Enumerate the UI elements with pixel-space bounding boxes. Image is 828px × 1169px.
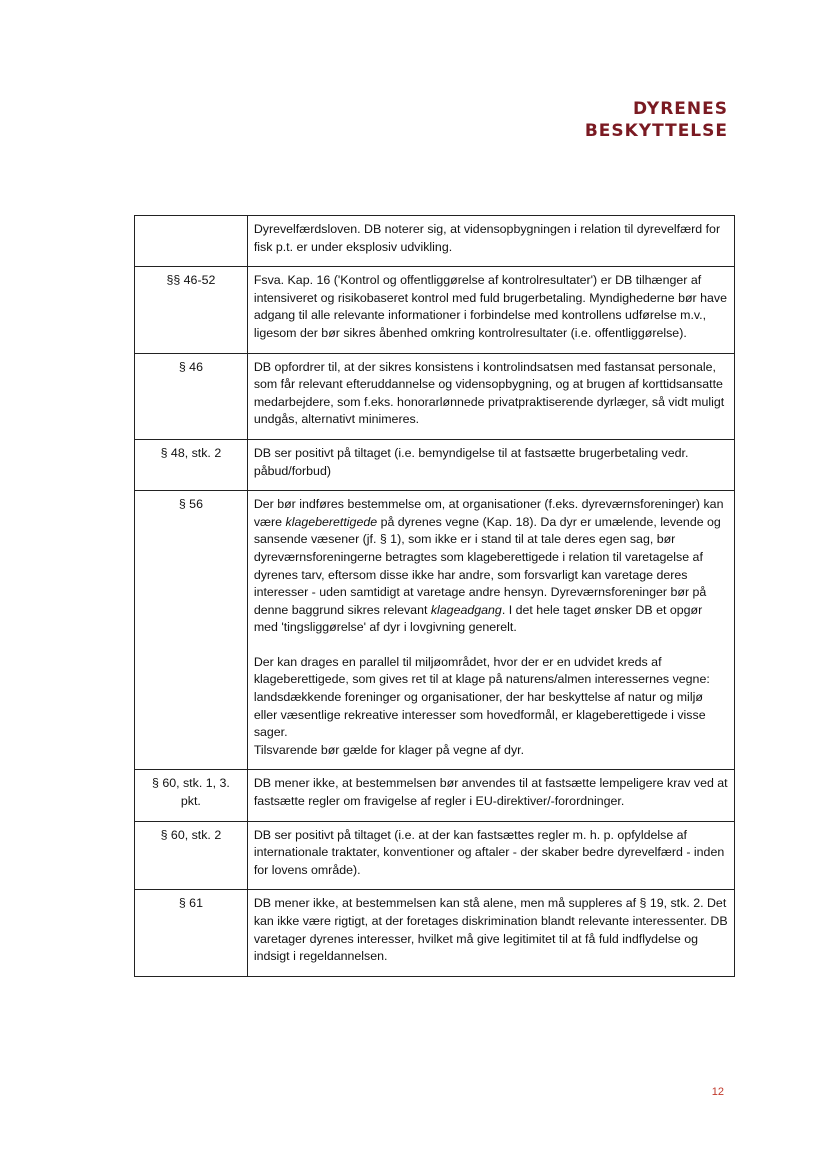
comment-cell <box>247 267 734 353</box>
section-reference <box>135 216 248 267</box>
comment-cell <box>247 439 734 490</box>
comment-text: DB mener ikke, at bestemmelsen bør anvendes til at fastsætte lempeligere krav ved at fastsætte regler om fravigelse af regler i EU-direktiver/-forordninger. <box>253 776 728 809</box>
text-run: Der bør indføres bestemmelse om, at organisationer (f.eks. dyreværnsforeninger) kan være <box>253 497 724 529</box>
table-row <box>135 491 735 770</box>
comment-text: DB mener ikke, at bestemmelsen kan stå alene, men må suppleres af § 19, stk. 2. Det kan ikke være rigtigt, at der foretages diskrimination blandt relevante interessenter. DB varetager dyrenes interesser, hvilket må give legitimitet til at få fuld indflydelse og indsigt i regeldannelsen. <box>253 896 728 964</box>
comment-text: Fsva. Kap. 16 ('Kontrol og offentliggørelse af kontrolresultater') er DB tilhænger af intensiveret og risikobaseret kontrol med fuld brugerbetaling. Myndighederne bør have adgang til alle relevante informationer i forbindelse med kontrollens udførelse m.v., ligesom der bør sikres åbenhed omkring kontrolresultater (i.e. offentliggørelse). <box>253 273 727 340</box>
comment-cell <box>247 821 734 890</box>
section-reference: § 46 <box>135 353 248 439</box>
section-reference-text: § 60, stk. 1, 3. pkt. <box>151 776 230 809</box>
comment-text: DB ser positivt på tiltaget (i.e. bemyndigelse til at fastsætte brugerbetaling vedr. påbud/forbud) <box>253 445 689 478</box>
logo-line-2: BESKYTTELSE <box>584 121 728 141</box>
comment-cell <box>247 770 734 821</box>
table-row <box>135 890 735 976</box>
section-reference: § 61 <box>135 890 248 976</box>
comment-cell <box>247 353 734 439</box>
table-row <box>135 267 735 353</box>
comment-paragraph-1 <box>254 496 728 637</box>
emphasized-term: klageadgang <box>430 602 502 617</box>
comment-paragraph-2: Der kan drages en parallel til miljøområdet, hvor der er en udvidet kreds af klageberettigede, som gives ret til at klage på naturens/almen interessernes vegne: landsdækkende foreninger og organisationer, der har beskyttelse af natur og miljø eller væsentlige rekreative interesser som hovedformål, er klageberettigede i visse sager. Tilsvarende bør gælde for klager på vegne af dyr. <box>253 654 710 757</box>
comment-cell <box>247 216 734 267</box>
section-reference <box>135 770 248 821</box>
table-row <box>135 353 735 439</box>
section-reference: §§ 46-52 <box>135 267 248 353</box>
text-run: på dyrenes vegne (Kap. 18). Da dyr er umælende, levende og sansende væsener (jf. § 1), som ikke er i stand til at tale deres egen sag, bør dyreværnsforeningerne betragtes som klageberettigede i relation til varetagelse af dyrenes tarv, eftersom disse ikke har andre, som forsvarligt kan varetage deres interesser - uden samtidigt at varetage andre hensyn. Dyreværnsforeninger bør på denne baggrund sikres relevant <box>253 514 721 617</box>
logo-line-1: DYRENES <box>633 99 728 119</box>
table-row <box>135 216 735 267</box>
section-reference: § 60, stk. 2 <box>135 821 248 890</box>
comment-cell <box>247 491 734 770</box>
comment-text: DB opfordrer til, at der sikres konsistens i kontrolindsatsen med fastansat personale, som får relevant efteruddannelse og vidensopbygning, og at brugen af korttidsansatte medarbejdere, som f.eks. honorarlønnede privatpraktiserende dyrlæger, så vidt muligt undgås, alternativt minimeres. <box>253 359 725 427</box>
table-row <box>135 770 735 821</box>
table-row <box>135 439 735 490</box>
comment-cell <box>247 890 734 976</box>
organization-logo <box>585 98 728 142</box>
comment-text: DB ser positivt på tiltaget (i.e. at der kan fastsættes regler m. h. p. opfyldelse af internationale traktater, konventioner og aftaler - der skaber bedre dyrevelfærd - inden for lovens område). <box>253 827 725 877</box>
page-number: 12 <box>711 1086 724 1098</box>
section-reference: § 48, stk. 2 <box>135 439 248 490</box>
table-row <box>135 821 735 890</box>
comment-text: Dyrevelfærdsloven. DB noterer sig, at vidensopbygningen i relation til dyrevelfærd for fisk p.t. er under eksplosiv udvikling. <box>253 222 721 254</box>
emphasized-term: klageberettigede <box>285 514 378 529</box>
comments-table <box>134 215 735 977</box>
section-reference: § 56 <box>135 491 248 770</box>
text-run: . I det hele taget ønsker DB et opgør med 'tingsliggørelse' af dyr i lovgivning generelt. <box>253 602 703 635</box>
